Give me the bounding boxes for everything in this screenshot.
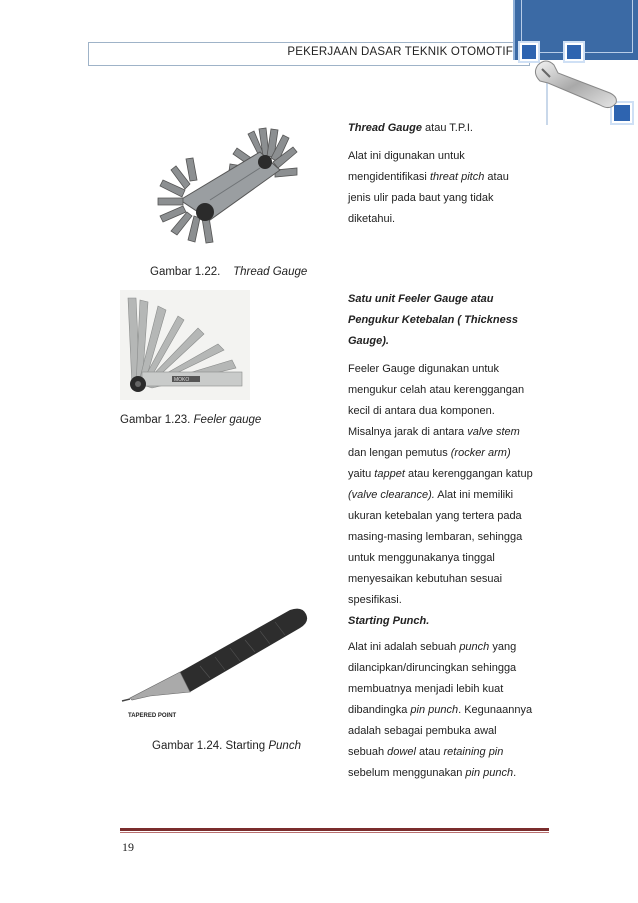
- feeler-title: Pengukur Ketebalan ( Thickness: [348, 314, 518, 326]
- thread-line-part: mengidentifikasi: [348, 171, 427, 183]
- page-number: 19: [122, 840, 134, 854]
- punch-label: TAPERED POINT: [128, 713, 177, 719]
- feeler-line: kecil di antara dua komponen.: [348, 405, 495, 417]
- punch-line: adalah sebagai pembuka awal: [348, 725, 497, 737]
- wrench-icon: [530, 55, 625, 115]
- punch-line-part: dibandingka: [348, 704, 411, 716]
- punch-line-part: Alat ini adalah sebuah: [348, 641, 460, 653]
- feeler-line-em: (valve clearance).: [348, 489, 435, 501]
- figure-caption-1-23: [120, 414, 261, 426]
- feeler-line: [348, 443, 511, 463]
- feeler-line-em: (rocker arm): [450, 447, 511, 459]
- feeler-line-part: yaitu: [348, 468, 375, 480]
- feeler-line: masing-masing lembaran, sehingga: [348, 531, 523, 543]
- feeler-line: [348, 422, 520, 442]
- thread-line: jenis ulir pada baut yang tidak: [348, 192, 494, 204]
- caption-name: Thread Gauge: [233, 266, 308, 278]
- punch-line-em: pin punch: [465, 767, 514, 779]
- feeler-line: menyesaikan kebutuhan sesuai: [348, 573, 503, 585]
- punch-line-part: .: [513, 767, 517, 779]
- thread-gauge-image: [150, 120, 298, 252]
- punch-line-part: sebelum menggunakan: [348, 767, 466, 779]
- feeler-title-line: [348, 331, 389, 351]
- thread-title-em: Thread Gauge: [348, 122, 422, 134]
- punch-line-em: retaining pin: [443, 746, 504, 758]
- feeler-line: [348, 485, 513, 505]
- feeler-title: Satu unit Feeler Gauge atau: [348, 293, 494, 305]
- feeler-line: Feeler Gauge digunakan untuk: [348, 363, 500, 375]
- punch-title-line: [348, 611, 429, 631]
- punch-line: [348, 700, 532, 720]
- feeler-line: untuk menggunakanya tinggal: [348, 552, 495, 564]
- punch-line: [348, 742, 503, 762]
- punch-line: dilancipkan/diruncingkan sehingga: [348, 662, 517, 674]
- feeler-line: mengukur celah atau kerenggangan: [348, 384, 525, 396]
- feeler-line-em: valve stem: [467, 426, 520, 438]
- starting-punch-image: [120, 600, 310, 728]
- thread-title: [348, 118, 473, 138]
- punch-line-part: sebuah: [348, 746, 388, 758]
- footer-rule: [120, 828, 549, 831]
- feeler-title-line: [348, 310, 518, 330]
- feeler-line-part: Misalnya jarak di antara: [348, 426, 468, 438]
- running-header: [88, 42, 530, 66]
- punch-line-part: atau: [415, 746, 444, 758]
- feeler-line: ukuran ketebalan yang tertera pada: [348, 510, 522, 522]
- footer-rule-thin: [120, 832, 549, 833]
- caption-label: Gambar 1.23.: [120, 414, 191, 426]
- feeler-line-part: dan lengan pemutus: [348, 447, 451, 459]
- figure-caption-1-24: [152, 740, 301, 752]
- feeler-line-part: Alat ini memiliki: [434, 489, 514, 501]
- feeler-line-part: atau kerenggangan katup: [404, 468, 533, 480]
- punch-line-em: punch: [459, 641, 490, 653]
- feeler-line-em: tappet: [374, 468, 405, 480]
- punch-line: membuatnya menjadi lebih kuat: [348, 683, 504, 695]
- punch-line: [348, 637, 516, 657]
- caption-name: Punch: [268, 740, 301, 752]
- caption-label: Gambar 1.22.: [150, 266, 221, 278]
- feeler-title-line: [348, 289, 493, 309]
- figure-caption-1-22: [150, 266, 307, 278]
- thread-line: Alat ini digunakan untuk: [348, 150, 465, 162]
- thread-line-em: threat pitch: [429, 171, 485, 183]
- punch-line-part: . Kegunaannya: [458, 704, 533, 716]
- feeler-line: spesifikasi.: [348, 594, 402, 606]
- thread-line: diketahui.: [348, 213, 396, 225]
- feeler-line: [348, 464, 533, 484]
- feeler-title: Gauge).: [348, 335, 389, 347]
- feeler-label: MOKO: [174, 377, 190, 383]
- caption-label: Gambar 1.24. Starting: [152, 740, 266, 752]
- feeler-gauge-image: [120, 290, 250, 400]
- header-title: PEKERJAAN DASAR TEKNIK OTOMOTIF: [287, 46, 513, 58]
- punch-line-em: pin punch: [410, 704, 459, 716]
- caption-name: Feeler gauge: [193, 414, 262, 426]
- thread-title-suffix: atau T.P.I.: [421, 122, 473, 134]
- punch-line: [348, 763, 516, 783]
- punch-line-part: yang: [489, 641, 517, 653]
- thread-line: [348, 167, 509, 187]
- punch-title: Starting Punch.: [348, 615, 430, 627]
- thread-line-part: atau: [484, 171, 509, 183]
- punch-line-em: dowel: [387, 746, 416, 758]
